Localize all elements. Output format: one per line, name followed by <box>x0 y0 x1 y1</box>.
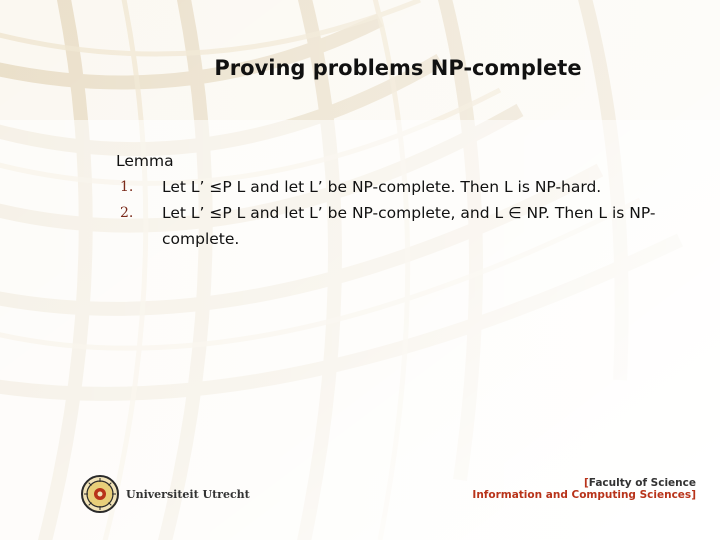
bracket-open: [ <box>583 477 589 489</box>
faculty-label <box>472 477 696 501</box>
faculty-line-2 <box>472 489 696 501</box>
lemma-heading: Lemma <box>116 152 174 170</box>
list-item-number: 1. <box>120 179 134 195</box>
list-item <box>116 174 696 200</box>
university-logo <box>80 474 320 518</box>
list-item <box>116 200 696 252</box>
list-item-number: 2. <box>120 205 134 221</box>
list-item-text: Let L’ ≤P L and let L’ be NP-complete. Then L is NP-hard. <box>162 178 602 196</box>
university-name: Universiteit Utrecht <box>126 488 250 501</box>
list-item-text: Let L’ ≤P L and let L’ be NP-complete, and L ∈ NP. Then L is NP-complete. <box>162 204 656 248</box>
university-seal-icon <box>80 474 120 514</box>
slide-title: Proving problems NP-complete <box>214 56 582 80</box>
faculty-name: Faculty of Science <box>588 477 696 489</box>
bracket-close: ] <box>691 489 696 501</box>
department-name: Information and Computing Sciences <box>472 489 692 501</box>
faculty-line-1 <box>472 477 696 489</box>
lemma-block <box>116 148 696 252</box>
